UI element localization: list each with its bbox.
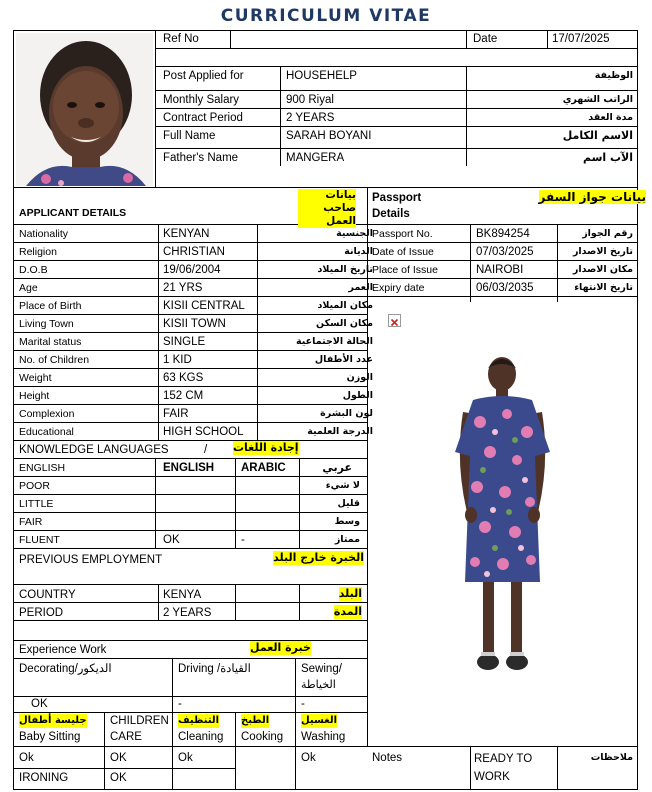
passport-row-value: 06/03/2035 <box>476 282 534 294</box>
sewing-label-arabic: الخياطة <box>301 678 336 691</box>
driving-value: - <box>178 698 182 710</box>
language-english-value: OK <box>163 534 180 546</box>
language-level-arabic: لا شيء <box>325 480 360 491</box>
applicant-row-value: KISII CENTRAL <box>163 300 245 312</box>
passport-row-value: NAIROBI <box>476 264 524 276</box>
applicant-row-arabic: عدد الأطفال <box>314 354 373 365</box>
fathers-name-arabic: الآب اسم <box>582 151 633 164</box>
applicant-row-arabic: الطول <box>342 390 373 401</box>
passport-row-arabic: تاريخ الانتهاء <box>574 282 633 293</box>
decorating-value: OK <box>31 698 48 710</box>
applicant-row-value: FAIR <box>163 408 189 420</box>
language-level-arabic: ممتاز <box>334 534 360 545</box>
children-care-value: OK <box>110 752 127 764</box>
applicant-row-value: 63 KGS <box>163 372 204 384</box>
monthly-salary-arabic: الراتب الشهري <box>562 94 633 105</box>
fathers-name-value: MANGERA <box>286 152 345 164</box>
notes-label: Notes <box>372 752 403 764</box>
passport-details-title: Passport Details <box>372 192 422 220</box>
children-care-label-1: CHILDREN <box>110 715 169 727</box>
fathers-name-label: Father's Name <box>163 152 239 164</box>
cleaning-value: Ok <box>178 752 193 764</box>
baby-sitting-label: Baby Sitting <box>19 731 81 743</box>
applicant-row-label: Place of Birth <box>19 300 82 312</box>
cooking-arabic: الطبخ <box>241 715 270 726</box>
passport-row-arabic: مكان الاصدار <box>572 264 633 275</box>
decorating-label: Decorating/الديكور <box>19 663 112 675</box>
languages-title: KNOWLEDGE LANGUAGES <box>19 444 169 456</box>
language-level-label: POOR <box>19 480 50 492</box>
applicant-row-label: Weight <box>19 372 52 384</box>
applicant-row-arabic: الدرجة العلمية <box>307 426 373 437</box>
passport-row-value: BK894254 <box>476 228 530 240</box>
languages-title-arabic: إجادة اللغات <box>233 441 299 454</box>
passport-row-label: Passport No. <box>372 228 433 240</box>
applicant-row-label: Educational <box>19 426 74 438</box>
applicant-row-arabic: الحالة الاجتماعية <box>296 336 373 347</box>
monthly-salary-label: Monthly Salary <box>163 94 240 106</box>
language-level-label: LITTLE <box>19 498 54 510</box>
passport-details-title-arabic: بيانات جواز السفر <box>538 190 646 204</box>
applicant-row-value: KISII TOWN <box>163 318 226 330</box>
washing-value: Ok <box>301 752 316 764</box>
sewing-label: Sewing/ <box>301 663 342 675</box>
applicant-row-arabic: الجنسية <box>336 228 373 239</box>
applicant-row-value: CHRISTIAN <box>163 246 225 258</box>
applicant-row-value: 19/06/2004 <box>163 264 221 276</box>
lang-col-arabic: ARABIC <box>241 462 286 474</box>
country-arabic: البلد <box>338 587 362 600</box>
driving-label: Driving /القيادة <box>178 663 251 675</box>
ironing-value: OK <box>110 772 127 784</box>
applicant-row-label: Age <box>19 282 38 294</box>
language-level-arabic: وسط <box>334 516 360 527</box>
applicant-details-title-arabic: بيانات صاحب العمل <box>298 189 356 228</box>
date-value: 17/07/2025 <box>552 33 610 45</box>
language-level-label: FAIR <box>19 516 43 528</box>
applicant-row-value: 152 CM <box>163 390 204 402</box>
passport-row-arabic: تاريخ الاصدار <box>572 246 633 257</box>
monthly-salary-value: 900 Riyal <box>286 94 334 106</box>
applicant-row-arabic: لون البشرة <box>320 408 373 419</box>
applicant-row-value: 1 KID <box>163 354 192 366</box>
full-name-value: SARAH BOYANI <box>286 130 372 142</box>
language-level-arabic: قليل <box>337 498 360 509</box>
applicant-row-label: Nationality <box>19 228 69 240</box>
lang-col-arabic-word: عربي <box>322 461 352 474</box>
broken-image-icon <box>388 314 401 327</box>
period-label: PERIOD <box>19 607 64 619</box>
applicant-row-value: KENYAN <box>163 228 210 240</box>
period-arabic: المدة <box>333 605 362 618</box>
previous-employment-title-arabic: الخبرة خارج البلد <box>273 551 364 564</box>
applicant-row-label: Marital status <box>19 336 82 348</box>
country-label: COUNTRY <box>19 589 76 601</box>
washing-label: Washing <box>301 731 346 743</box>
language-level-label: FLUENT <box>19 534 60 546</box>
notes-arabic: ملاحظات <box>590 752 633 763</box>
passport-row-value: 07/03/2025 <box>476 246 534 258</box>
passport-row-arabic: رقم الجواز <box>582 228 633 239</box>
cleaning-arabic: التنظيف <box>178 715 220 726</box>
notes-value: READY TO WORK <box>474 753 533 783</box>
applicant-row-label: D.O.B <box>19 264 48 276</box>
languages-title-separator: / <box>204 444 208 456</box>
applicant-row-arabic: مكان الميلاد <box>317 300 373 311</box>
post-applied-arabic: الوظيفة <box>594 70 633 81</box>
post-applied-value: HOUSEHELP <box>286 70 357 82</box>
applicant-row-value: HIGH SCHOOL <box>163 426 244 438</box>
date-label: Date <box>473 33 498 45</box>
full-name-arabic: الاسم الكامل <box>562 129 633 142</box>
applicant-row-arabic: الديانة <box>344 246 373 257</box>
baby-sitting-value: Ok <box>19 752 34 764</box>
cooking-label: Cooking <box>241 731 284 743</box>
children-care-label-2: CARE <box>110 731 142 743</box>
page-title: CURRICULUM VITAE <box>220 6 432 26</box>
applicant-row-arabic: العمر <box>348 282 373 293</box>
applicant-row-label: Religion <box>19 246 57 258</box>
passport-row-label: Date of Issue <box>372 246 434 258</box>
applicant-row-arabic: مكان السكن <box>316 318 373 329</box>
post-applied-label: Post Applied for <box>163 70 244 82</box>
washing-arabic: الغسيل <box>301 715 338 726</box>
applicant-row-label: Height <box>19 390 50 402</box>
applicant-row-arabic: الوزن <box>346 372 373 383</box>
applicant-row-value: SINGLE <box>163 336 206 348</box>
period-value: 2 YEARS <box>163 607 212 619</box>
full-name-label: Full Name <box>163 130 216 142</box>
language-arabic-value: - <box>241 534 245 546</box>
contract-period-value: 2 YEARS <box>286 112 335 124</box>
experience-work-title: Experience Work <box>19 644 107 656</box>
applicant-details-title: APPLICANT DETAILS <box>19 207 127 219</box>
passport-row-label: Place of Issue <box>372 264 438 276</box>
cleaning-label: Cleaning <box>178 731 224 743</box>
applicant-row-label: Living Town <box>19 318 74 330</box>
lang-col-english: ENGLISH <box>163 462 215 474</box>
ref-no-label: Ref No <box>163 33 199 45</box>
passport-row-label: Expiry date <box>372 282 425 294</box>
experience-work-title-arabic: خبرة العمل <box>250 641 311 654</box>
applicant-headshot-photo <box>16 33 153 186</box>
contract-period-label: Contract Period <box>163 112 243 124</box>
baby-sitting-arabic: جليسة أطفال <box>19 715 87 726</box>
lang-col-english-label: ENGLISH <box>19 462 66 474</box>
applicant-row-arabic: تاريخ الميلاد <box>317 264 373 275</box>
applicant-full-body-photo <box>445 352 560 682</box>
applicant-row-label: Complexion <box>19 408 75 420</box>
sewing-value: - <box>301 698 305 710</box>
contract-period-arabic: مدة العقد <box>588 112 633 123</box>
ironing-label: IRONING <box>19 772 69 784</box>
country-value: KENYA <box>163 589 202 601</box>
applicant-row-label: No. of Children <box>19 354 90 366</box>
applicant-row-value: 21 YRS <box>163 282 203 294</box>
previous-employment-title: PREVIOUS EMPLOYMENT <box>19 554 163 566</box>
